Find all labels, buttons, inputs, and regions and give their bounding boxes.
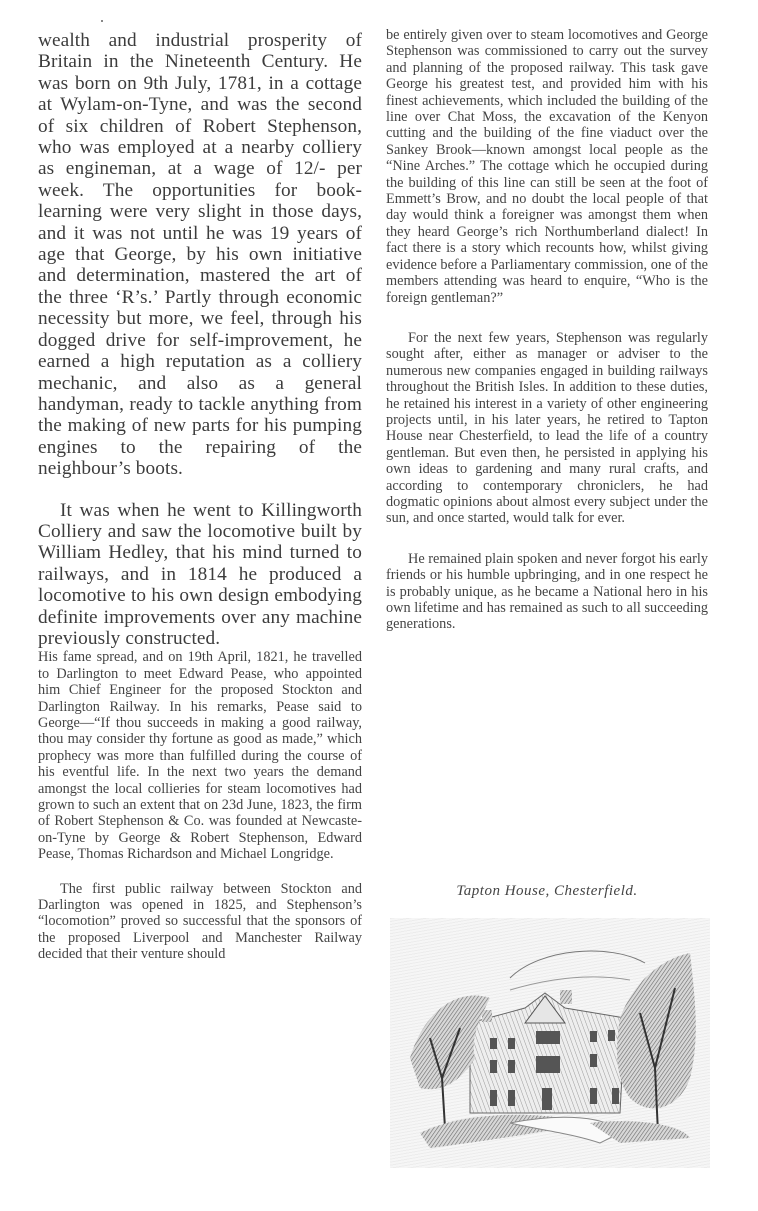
paragraph-fame-spread: His fame spread, and on 19th April, 1821, he travelled to Darlington to meet Edward Pease, who appointed him Chief Engineer for the proposed Stockton and Darlington Railway. In his remarks, Pease said to George—“If thou succeeds in making a good railway, thou may consider thy fortune as good as made,” which prophecy was more than fulfilled during the course of his eventful life. In the next two years the demand amongst the local collieries for steam locomotives had grown to such an extent that on 23d June, 1823, the firm of Robert Stephenson & Co. was founded at Newcaste-on-Tyne by George & Robert Stephenson, Edward Pease, Thomas Richardson and Michael Longridge. (38, 649, 362, 863)
house-sketch-icon (390, 918, 710, 1168)
right-column (386, 27, 708, 633)
paragraph-later-years: For the next few years, Stephenson was regularly sought after, either as manager or adviser to the numerous new companies engaged in building railways throughout the British Isles. In addition to these duties, he retained his interest in a variety of other engineering projects until, in his later years, he retired to Tapton House near Chesterfield, to lead the life of a country gentleman. But even then, he persisted in applying his own ideas to gardening and many rural crafts, and according to contemporary chroniclers, he had dogmatic opinions about almost every subject under the sun, and once started, would talk for ever. (386, 329, 708, 527)
figure-caption: Tapton House, Chesterfield. (456, 883, 638, 899)
paragraph-first-railway: The first public railway between Stockton and Darlington was opened in 1825, and Stephenson’s “locomotion” proved so successful that the sponsors of the proposed Liverpool and Manchester Railway decided that their venture should (38, 880, 362, 963)
paragraph-early-life: wealth and industrial prosperity of Britain in the Nineteenth Century. He was born on 9th July, 1781, in a cottage at Wylam-on-Tyne, and was the second of six children of Robert Stephenson, who was employed at a nearby colliery as engineman, at a wage of 12/- per week. The opportunities for book-learning were very slight in those days, and it was not until he was 19 years of age that George, by his own initiative and determination, mastered the art of the three ‘R’s.’ Partly through economic necessity but more, we feel, through his dogged drive for self-improvement, he earned a high reputation as a colliery mechanic, and also as a general handyman, ready to tackle anything from the making of new parts for his pumping engines to the repairing of the neighbour’s boots. (38, 30, 362, 480)
left-column (38, 30, 362, 963)
paragraph-legacy: He remained plain spoken and never forgot his early friends or his humble upbringing, and in one respect he is probably unique, as he became a National hero in his own lifetime and has remained as such to all succeeding generations. (386, 550, 708, 633)
scan-speck (101, 20, 103, 22)
paragraph-killingworth: It was when he went to Killingworth Colliery and saw the locomotive built by William Hedley, that his mind turned to railways, and in 1814 he produced a locomotive to his own design embodying definite improvements over any machine previously constructed. (38, 499, 362, 649)
tapton-house-illustration (390, 918, 710, 1168)
paragraph-liverpool-manchester: be entirely given over to steam locomotives and George Stephenson was commissioned to carry out the survey and planning of the proposed railway. This task gave George his greatest test, and provided him with his finest achievements, which included the building of the line over Chat Moss, the excavation of the Kenyon cutting and the building of the fine viaduct over the Sankey Brook—known amongst local people as the “Nine Arches.” The cottage which he occupied during the building of this line can still be seen at the foot of Emmett’s Brow, and no doubt the local people of that day would think a foreigner was amongst them when they heard George’s rich Northumberland dialect! In fact there is a story which recounts how, whilst giving evidence before a Parliamentary commission, one of the members attending was heard to enquire, “Who is the foreign gentleman?” (386, 27, 708, 306)
